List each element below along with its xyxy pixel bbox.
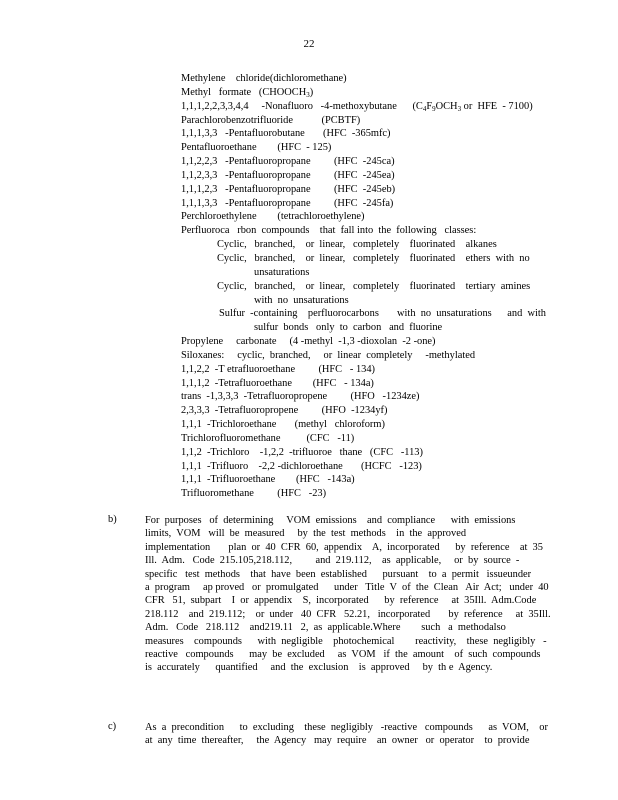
compound-line: 1,1,2,3,3 -Pentafluoropropane (HFC -245ea) (181, 169, 395, 181)
compound-list (181, 72, 561, 501)
compound-line: 1,1,1,2 -Tetrafluoroethane (HFC - 134a) (181, 377, 374, 389)
compound-line: Cyclic, branched, or linear, completely fluorinated tertiary amines (217, 280, 531, 292)
compound-line: sulfur bonds only to carbon and fluorine (254, 322, 443, 334)
paragraph-line: measures compounds with negligible photochemical reactivity, these negligibly - (145, 635, 547, 647)
compound-line: 2,3,3,3 -Tetrafluoropropene (HFO -1234yf) (181, 405, 388, 417)
compound-line: 1,1,2,2 -T etrafluoroethane (HFC - 134) (181, 363, 376, 375)
paragraph-c-body (145, 721, 548, 748)
page-number: 22 (303, 38, 315, 50)
compound-line: 1,1,1,3,3 -Pentafluoropropane (HFC -245fa) (181, 197, 394, 209)
compound-line: Cyclic, branched, or linear, completely fluorinated alkanes (217, 239, 497, 251)
paragraph-line: Ill. Adm. Code 215.105,218.112, and 219.112, as applicable, or by source - (145, 555, 520, 567)
paragraph-line: specific test methods that have been established pursuant to a permit issueunder (145, 568, 532, 580)
compound-line: Parachlorobenzotrifluoride (PCBTF) (181, 114, 361, 126)
compound-line: trans -1,3,3,3 -Tetrafluoropropene (HFO -1234ze) (181, 391, 420, 403)
paragraph-line: is accurately quantified and the exclusion is approved by th e Agency. (145, 662, 493, 674)
paragraph-line: at any time thereafter, the Agency may require an owner or operator to provide (145, 735, 530, 747)
compound-line: Perfluoroca rbon compounds that fall into the following classes: (181, 225, 477, 237)
paragraph-line: a program ap proved or promulgated under Title V of the Clean Air Act; under 40 (145, 581, 549, 593)
paragraph-b (108, 514, 551, 675)
compound-line: 1,1,1,2,3 -Pentafluoropropane (HFC -245eb) (181, 183, 396, 195)
paragraph-line: implementation plan or 40 CFR 60, appendix A, incorporated by reference at 35 (145, 541, 543, 553)
compound-line: 1,1,1,3,3 -Pentafluorobutane (HFC -365mfc) (181, 128, 391, 140)
paragraph-line: For purposes of determining VOM emissions and compliance with emissions (145, 515, 516, 526)
compound-line: Trifluoromethane (HFC -23) (181, 488, 327, 500)
compound-line: Methyl formate $(CHOOCH_3)$ (181, 86, 314, 99)
paragraph-c-label: c) (108, 721, 117, 732)
paragraph-b-body (145, 514, 551, 675)
compound-line: Perchloroethylene (tetrachloroethylene) (181, 211, 365, 223)
compound-line: 1,1,2 -Trichloro -1,2,2 -trifluoroe thane (CFC -113) (181, 446, 423, 458)
paragraph-b-label: b) (108, 514, 117, 525)
compound-line: 1,1,1,2,2,3,3,4,4 -Nonafluoro -4-methoxybutane ($C_4F_9OCH_3$ or HFE - 7100) (181, 100, 533, 113)
paragraph-line: Adm. Code 218.112 and219.11 2, as applicable.Where such a methodalso (145, 622, 506, 634)
compound-line: Methylene chloride(dichloromethane) (181, 73, 347, 84)
compound-line: Siloxanes: cyclic, branched, or linear completely -methylated (181, 349, 476, 361)
paragraph-line: CFR 51, subpart I or appendix S, incorporated by reference at 35Ill. Adm.Code (145, 595, 537, 607)
compound-line: with no unsaturations (254, 294, 349, 306)
compound-line: 1,1,1 -Trichloroethane (methyl chloroform) (181, 419, 385, 431)
paragraph-line: limits, VOM will be measured by the test methods in the approved (145, 528, 467, 540)
paragraph-line: 218.112 and 219.112; or under 40 CFR 52.21, incorporated by reference at 35Ill. (145, 608, 551, 620)
paragraph-line: As a precondition to excluding these negligibly -reactive compounds as VOM, or (145, 722, 548, 733)
compound-line: 1,1,1 -Trifluoroethane (HFC -143a) (181, 474, 355, 486)
compound-line: Pentafluoroethane (HFC - 125) (181, 142, 332, 154)
compound-line: Sulfur -containing perfluorocarbons with no unsaturations and with (219, 308, 546, 320)
compound-line: Propylene carbonate (4 -methyl -1,3 -dioxolan -2 -one) (181, 336, 436, 348)
paragraph-c (108, 721, 548, 748)
compound-line: 1,1,1 -Trifluoro -2,2 -dichloroethane (HCFC -123) (181, 460, 422, 472)
paragraph-line: reactive compounds may be excluded as VOM if the amount of such compounds (145, 648, 541, 660)
compound-line: Trichlorofluoromethane (CFC -11) (181, 432, 355, 444)
compound-line: unsaturations (254, 266, 310, 278)
compound-line: 1,1,2,2,3 -Pentafluoropropane (HFC -245ca) (181, 156, 395, 168)
compound-line: Cyclic, branched, or linear, completely fluorinated ethers with no (217, 252, 530, 264)
